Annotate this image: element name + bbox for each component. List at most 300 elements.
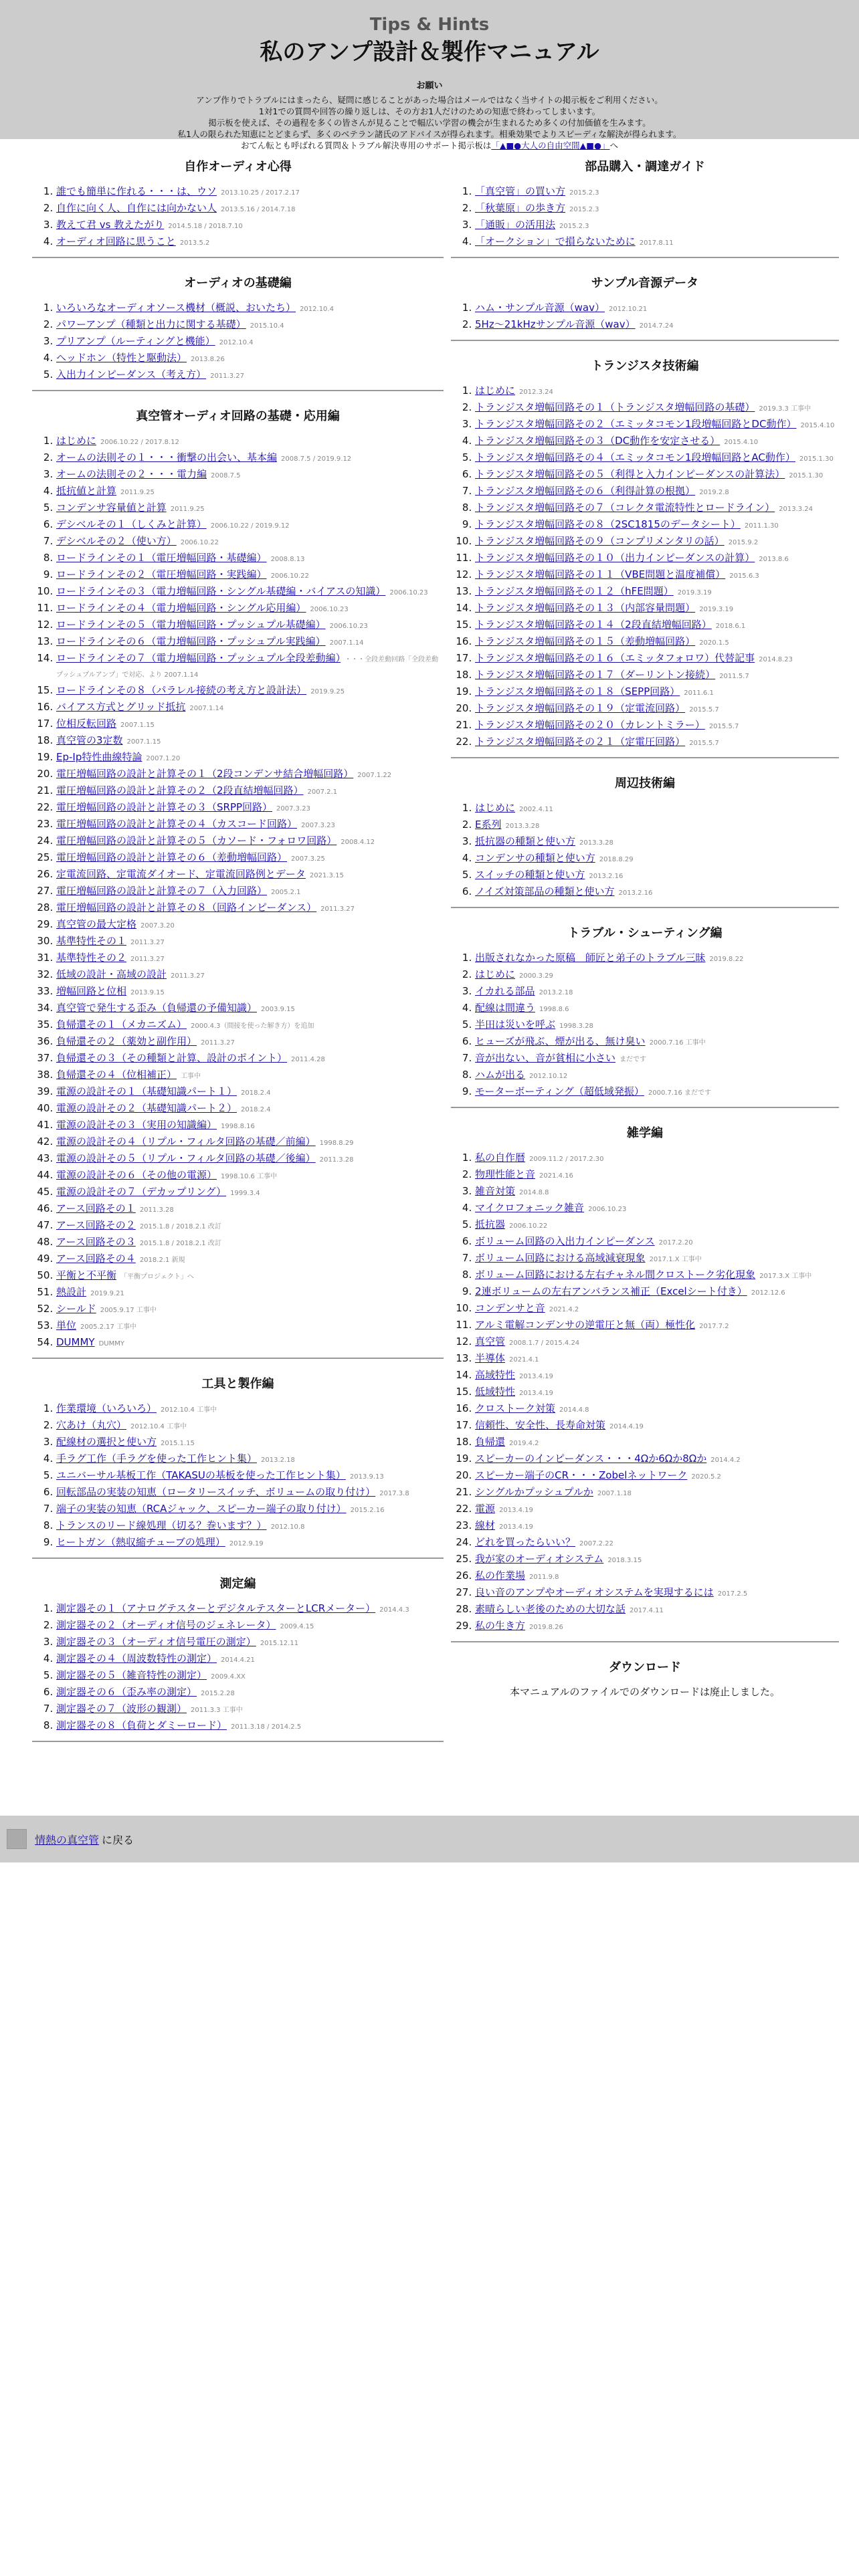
list-item [56,1618,444,1634]
list-item [56,1302,444,1317]
list-item [475,1352,839,1367]
list-item [475,1218,839,1233]
article-link[interactable]: スイッチの種類と使い方 [475,869,585,881]
article-date: 2012.3.24 [519,389,553,396]
article-date: 2003.9.15 [261,1006,295,1013]
article-link[interactable]: 電圧増幅回路の設計と計算その７（入力回路） [56,885,268,897]
article-link[interactable]: E系列 [475,819,502,831]
article-link[interactable]: トランジスタ増幅回路その４（エミッタコモン1段増幅回路とAC動作） [475,451,795,463]
article-date: 2012.9.19 [229,1540,264,1547]
article-date: 2011.3.27 [130,956,165,963]
article-link[interactable]: 線材 [475,1519,496,1531]
article-link[interactable]: ボリューム回路における高域減衰現象 [475,1252,646,1264]
list-item [475,318,839,333]
article-link[interactable]: ロードラインその１（電圧増幅回路・基礎編） [56,552,267,564]
article-date: 2017.8.11 [639,239,674,247]
section-divider [32,1358,444,1359]
article-date: 2014.7.24 [639,322,674,330]
article-link[interactable]: 私の生き方 [475,1620,526,1632]
article-link[interactable]: デシベルその２（使い方） [56,535,177,547]
list-item [475,1385,839,1400]
article-date: 2017.3.8 [379,1490,409,1497]
article-link[interactable]: 基準特性その１ [56,935,127,947]
article-date: 2007.3.25 [291,855,325,863]
list-item [56,683,444,699]
article-link[interactable]: 測定器その１（アナログテスターとデジタルテスターとLCRメーター） [56,1602,376,1614]
article-link[interactable]: 抵抗器 [475,1218,506,1230]
article-link[interactable]: 測定器その４（周波数特性の測定） [56,1652,217,1665]
article-link[interactable]: 電圧増幅回路の設計と計算その５（カソード・フォロワ回路） [56,835,337,847]
article-link[interactable]: トランジスタ増幅回路その２１（定電圧回路） [475,736,686,748]
article-link[interactable]: コンデンサの種類と使い方 [475,852,595,864]
article-link[interactable]: オームの法則その１・・・衝撃の出会い、基本編 [56,451,278,463]
article-link[interactable]: トランジスタ増幅回路その９（コンプリメンタリの話） [475,535,725,547]
list-item [56,635,444,650]
article-link[interactable]: 基準特性その２ [56,952,127,964]
article-link[interactable]: トランジスタ増幅回路その８（2SC1815のデータシート） [475,518,741,530]
article-link[interactable]: 電源の設計その４（リプル・フィルタ回路の基礎／前編） [56,1136,316,1148]
list-item [475,668,839,683]
article-link[interactable]: アルミ電解コンデンサの逆電圧と無（両）極性化 [475,1319,696,1331]
article-link[interactable]: 2連ボリュームの左右アンバランス補正（Excelシート付き） [475,1285,747,1297]
list-item [475,601,839,617]
article-link[interactable]: はじめに [475,968,516,980]
article-link[interactable]: 電源の設計その３（実用の知識編） [56,1119,217,1131]
article-link[interactable]: 信頼性、安全性、長寿命対策 [475,1419,606,1431]
article-link[interactable]: プリアンプ（ルーティングと機能） [56,335,215,347]
article-link[interactable]: 負帰還その４（位相補正） [56,1069,177,1081]
list-item [475,868,839,883]
article-link[interactable]: ヒートガン（熱収縮チューブの処理） [56,1536,225,1548]
article-date: 1998.10.6 工事中 [221,1173,278,1180]
list-item [56,784,444,799]
article-link[interactable]: 熱設計 [56,1286,87,1298]
article-date: 2015.2.28 [201,1690,235,1697]
article-link[interactable]: 負帰還 [475,1436,506,1448]
article-date: 2006.10.23 [389,589,428,597]
article-link[interactable]: 穴あけ（丸穴） [56,1419,127,1431]
article-date: 2008.8.13 [270,556,305,563]
article-link[interactable]: 平衡と不平衡 [56,1269,117,1281]
article-link[interactable]: 真空管の最大定格 [56,918,137,930]
article-link[interactable]: 電圧増幅回路の設計と計算その８（回路インピーダンス） [56,901,317,914]
article-date: 2002.4.11 [519,806,553,813]
article-date: 2019.4.2 [509,1440,539,1447]
article-link[interactable]: 測定器その７（波形の観測） [56,1703,187,1715]
article-link[interactable]: 教えて君 vs 教えたがり [56,219,165,231]
section [451,776,839,908]
article-date: 2011.3.27 [130,939,165,946]
article-date: 2007.1.20 [146,755,181,762]
article-link[interactable]: イカれる部品 [475,985,535,997]
section [32,1576,444,1742]
article-link[interactable]: 「真空管」の買い方 [475,185,566,197]
article-date: 2005.2.17 工事中 [80,1323,137,1331]
article-date: 2013.3.28 [505,823,540,830]
list-item [475,885,839,900]
article-link[interactable]: 手ラグ工作（手ラグを使った工作ヒント集） [56,1453,258,1465]
article-link[interactable]: 作業環境（いろいろ） [56,1402,157,1414]
article-link[interactable]: 「オークション」で損らないために [475,235,636,247]
article-date: 2006.10.23 [329,623,368,630]
article-date: 2014.4.19 [609,1423,644,1430]
article-date: 2019.3.3 工事中 [759,405,812,413]
article-date: 2012.12.6 [751,1289,785,1297]
article-link[interactable]: 定電流回路、定電流ダイオード、定電流回路例とデータ [56,868,306,880]
article-date: 2019.8.22 [709,956,744,963]
article-link[interactable]: 物理性能と音 [475,1168,536,1180]
article-link[interactable]: トランジスタ増幅回路その１４（2段直結増幅回路） [475,619,712,631]
article-link[interactable]: ヒューズが飛ぶ、煙が出る、無け臭い [475,1035,646,1047]
article-link[interactable]: ロードラインその２（電圧増幅回路・実践編） [56,568,267,580]
article-link[interactable]: 入出力インピーダンス（考え方） [56,368,207,381]
article-link[interactable]: アース回路その４ [56,1253,136,1265]
list-item [475,735,839,750]
list-item [56,318,444,333]
article-link[interactable]: 電圧増幅回路の設計と計算その１（2段コンデンサ結合増幅回路） [56,768,354,780]
article-date: 2013.4.19 [499,1523,533,1531]
list-item [56,185,444,200]
section-title: 測定編 [219,1577,256,1591]
article-date: 2017.3.X 工事中 [759,1273,812,1280]
list-item [475,1001,839,1016]
article-date: 2015.1.30 [789,472,824,479]
article-link[interactable]: 負帰還その２（薬効と副作用） [56,1035,197,1047]
article-link[interactable]: トランジスタ増幅回路その１７（ダーリントン接続） [475,669,716,681]
article-link[interactable]: 抵抗値と計算 [56,485,117,497]
article-link[interactable]: ノイズ対策部品の種類と使い方 [475,885,615,897]
article-link[interactable]: 負帰還その１（メカニズム） [56,1018,187,1031]
list-item [475,984,839,1000]
article-link[interactable]: ボリューム回路の入出力インピーダンス [475,1235,655,1247]
article-date: 2009.4.15 [280,1623,314,1630]
article-date: 2013.5.16 / 2014.7.18 [221,206,296,213]
article-link[interactable]: トランジスタ増幅回路その１１（VBE問題と温度補償） [475,568,726,580]
article-link[interactable]: バイアス方式とグリッド抵抗 [56,701,186,713]
article-link[interactable]: ロードラインその７（電力増幅回路・プッシュプル全段差動編） [56,652,341,664]
list-item [56,717,444,732]
article-link[interactable]: 高域特性 [475,1369,516,1381]
article-link[interactable]: 測定器その２（オーディオ信号のジェネレータ） [56,1619,276,1631]
article-link[interactable]: ロードラインその５（電力増幅回路・プッシュプル基礎編） [56,619,326,631]
article-link[interactable]: アース回路その１ [56,1202,136,1214]
list-item [475,1469,839,1484]
article-link[interactable]: ボリューム回路における左右チャネル間クロストーク劣化現象 [475,1269,756,1281]
article-link[interactable]: スピーカーのインピーダンス・・・4Ωか6Ωか8Ωか [475,1453,707,1465]
article-link[interactable]: トランジスタ増幅回路その３（DC動作を安定させる） [475,435,721,447]
article-date: 2012.10.4 工事中 [130,1423,187,1430]
section-title: 自作オーディオ心得 [184,160,292,174]
list-item [475,1168,839,1183]
article-link[interactable]: マイクロフォニック雑音 [475,1202,585,1214]
article-link[interactable]: 自作に向く人、自作には向かない人 [56,202,217,214]
article-date: 2013.9.13 [349,1473,384,1481]
article-link[interactable]: はじめに [475,802,516,814]
article-date: 2013.10.25 / 2017.2.17 [221,189,300,197]
list-item [475,618,839,633]
list-item [56,368,444,383]
article-link[interactable]: 回転部品の実装の知恵（ロータリースイッチ、ボリュームの取り付け） [56,1486,376,1498]
article-link[interactable]: 電源の設計その５（リプル・フィルタ回路の基礎／後編） [56,1152,316,1164]
list-item [475,401,839,416]
article-link[interactable]: はじめに [56,435,97,447]
article-link[interactable]: アース回路その３ [56,1236,136,1248]
article-list [451,384,839,750]
article-date: 2013.4.19 [499,1507,533,1514]
article-list [451,301,839,333]
article-link[interactable]: 電源 [475,1503,496,1515]
article-link[interactable]: 配線は間違う [475,1002,536,1014]
article-link[interactable]: 誰でも簡単に作れる・・・は、ウソ [56,185,217,197]
article-date: 2019.2.8 [699,489,729,496]
article-date: 1999.3.4 [230,1190,260,1197]
list-item [475,185,839,200]
article-link[interactable]: コンデンサ容量値と計算 [56,502,167,514]
article-date: 2013.3.28 [579,839,613,847]
article-link[interactable]: ハム・サンプル音源（wav） [475,302,605,314]
list-item [475,1519,839,1534]
list-item [56,1168,444,1184]
article-list [32,1602,444,1734]
article-date: 2011.4.28 [291,1056,325,1063]
article-link[interactable]: 半田は災いを呼ぶ [475,1018,556,1031]
list-item [56,934,444,950]
list-item [56,984,444,1000]
article-link[interactable]: DUMMY [56,1336,95,1348]
list-item [475,1502,839,1517]
section-title: トランジスタ技術編 [591,359,699,373]
list-item [56,467,444,483]
article-link[interactable]: 配線材の選択と使い方 [56,1436,157,1448]
article-link[interactable]: トランジスタ増幅回路その５（利得と入力インピーダンスの計算法） [475,468,785,480]
list-item [475,851,839,867]
section-title: 部品購入・調達ガイド [585,160,705,174]
article-date: ・・・全段差動回路「全段差動プッシュプルアンプ」で対応、より 2007.1.14 [56,656,439,679]
article-link[interactable]: オーディオ回路に思うこと [56,235,176,247]
article-link[interactable]: 低域特性 [475,1386,516,1398]
article-link[interactable]: トランジスタ増幅回路その１６（エミッタフォロワ）代替記事 [475,652,755,664]
article-date: 2020.1.5 [699,639,729,647]
article-link[interactable]: ヘッドホン（特性と駆動法） [56,352,187,364]
list-item [475,518,839,533]
article-link[interactable]: 私の作業場 [475,1570,526,1582]
article-link[interactable]: 電圧増幅回路の設計と計算その２（2段直結増幅回路） [56,784,304,796]
article-date: 2015.4.10 [724,439,759,446]
list-item [475,1586,839,1601]
section-divider [32,390,444,391]
article-link[interactable]: 増幅回路と位相 [56,985,127,997]
article-link[interactable]: ロードラインその６（電力増幅回路・プッシュプル実践編） [56,635,326,647]
list-item [56,1719,444,1734]
article-link[interactable]: コンデンサと音 [475,1302,545,1314]
support-board-link[interactable]: 「▲■●大人の自由空間▲■●」 [491,140,610,150]
list-item [475,1552,839,1568]
section-divider [451,340,839,341]
list-item [475,1051,839,1067]
article-date: 2012.10.21 [609,306,648,313]
article-link[interactable]: 電圧増幅回路の設計と計算その４（カスコード回路） [56,818,298,830]
section-divider [451,757,839,758]
article-link[interactable]: トランジスタ増幅回路その６（利得計算の根拠） [475,485,696,497]
article-link[interactable]: 出版されなかった原稿 師匠と弟子のトラブル三昧 [475,952,706,964]
article-date: 2008.7.5 / 2019.9.12 [281,455,352,463]
list-item [56,1535,444,1551]
article-date: 2014.4.3 [379,1606,409,1614]
home-icon[interactable] [7,1829,27,1849]
article-link[interactable]: 位相反転回路 [56,718,117,730]
article-link[interactable]: アース回路その２ [56,1219,136,1231]
list-item [475,1301,839,1317]
notice-title: お願い [416,81,443,91]
article-link[interactable]: トランジスタ増幅回路その７（コレクタ電流特性とロードライン） [475,502,775,514]
article-date: 2011.9.25 [170,506,205,513]
article-link[interactable]: トランジスタ増幅回路その１２（hFE問題） [475,585,674,597]
list-item [56,1602,444,1617]
article-date: 2000.7.16 まだです [648,1089,711,1097]
article-link[interactable]: オームの法則その２・・・電力編 [56,468,207,480]
article-link[interactable]: 電圧増幅回路の設計と計算その６（差動増幅回路） [56,851,288,863]
list-item [56,1319,444,1334]
article-link[interactable]: 測定器その８（負荷とダミーロード） [56,1719,227,1731]
article-date: 2020.5.2 [691,1473,721,1481]
article-link[interactable]: シールド [56,1303,96,1315]
article-link[interactable]: デシベルその１（しくみと計算） [56,518,207,530]
article-link[interactable]: いろいろなオーディオソース機材（概説、おいたち） [56,302,296,314]
list-item [56,484,444,500]
article-link[interactable]: トランジスタ増幅回路その１（トランジスタ増幅回路の基礎） [475,401,755,413]
article-link[interactable]: 測定器その３（オーディオ信号電圧の測定） [56,1636,256,1648]
article-link[interactable]: スピーカー端子のCR・・・Zobelネットワーク [475,1469,688,1481]
list-item [56,1185,444,1200]
article-link[interactable]: 真空管 [475,1335,506,1348]
article-link[interactable]: モーターボーティング（超低域発振） [475,1085,644,1097]
article-link[interactable]: 負帰還その３（その種類と計算、設計のポイント） [56,1052,288,1064]
article-link[interactable]: シングルかプッシュプルか [475,1486,593,1498]
list-item [56,334,444,350]
list-item [475,1485,839,1501]
list-item [475,534,839,550]
article-link[interactable]: トランジスタ増幅回路その１３（内部容量問題） [475,602,696,614]
article-link[interactable]: 測定器その６（歪み率の測定） [56,1686,197,1698]
list-item [56,434,444,449]
article-link[interactable]: 素晴らしい老後のための大切な話 [475,1603,626,1615]
section-title: トラブル・シューティング編 [567,926,723,940]
article-link[interactable]: 半導体 [475,1352,506,1364]
article-date: 2017.2.20 [658,1239,693,1247]
article-link[interactable]: 我が家のオーディオシステム [475,1553,604,1565]
article-date: 2012.10.4 工事中 [161,1406,217,1414]
section-title: サンプル音源データ [591,276,699,290]
article-link[interactable]: Ep-Ip特性曲線特論 [56,751,142,763]
article-date: 2008.7.5 [211,472,241,479]
article-date: 2013.8.26 [191,356,225,363]
article-link[interactable]: 電圧増幅回路の設計と計算その３（SRPP回路） [56,801,273,813]
article-link[interactable]: はじめに [475,385,516,397]
article-link[interactable]: ロードラインその３（電力増幅回路・シングル基礎編・バイアスの知識） [56,585,386,597]
article-link[interactable]: トランスのリード線処理（切る？巻います？） [56,1519,267,1531]
article-date: 1998.8.16 [221,1123,255,1130]
section-title: 工具と製作編 [201,1377,274,1391]
article-link[interactable]: 低域の設計・高域の設計 [56,968,167,980]
article-link[interactable]: クロストーク対策 [475,1402,556,1414]
list-item [56,851,444,866]
article-link[interactable]: トランジスタ増幅回路その２（エミッタコモン1段増幅回路とDC動作） [475,418,797,430]
back-link[interactable]: 情熱の真空管 [35,1833,100,1846]
list-item [56,767,444,782]
article-link[interactable]: ロードラインその４（電力増幅回路・シングル応用編） [56,602,306,614]
article-link[interactable]: 単位 [56,1319,77,1331]
list-item [56,1051,444,1067]
article-date: 2013.4.19 [519,1373,553,1380]
article-link[interactable]: 「秋葉原」の歩き方 [475,202,566,214]
article-link[interactable]: 電源の設計その７（デカップリング） [56,1186,227,1198]
article-date: 2007.2.22 [579,1540,613,1547]
list-item [56,1101,444,1117]
article-link[interactable]: 電源の設計その１（基礎知識パート１） [56,1085,237,1097]
article-link[interactable]: 音が出ない、音が貧相に小さい [475,1052,616,1064]
list-item [56,1085,444,1100]
article-link[interactable]: 測定器その５（雑音特性の測定） [56,1669,207,1681]
article-link[interactable]: ハムが出る [475,1069,526,1081]
article-date: 2012.10.8 [270,1523,305,1531]
article-date: 2019.3.19 [699,606,734,613]
list-item [56,884,444,899]
article-link[interactable]: トランジスタ増幅回路その１５（差動増幅回路） [475,635,696,647]
article-link[interactable]: 電源の設計その６（その他の電源） [56,1169,217,1181]
article-link[interactable]: 雑音対策 [475,1185,516,1197]
list-item [56,1652,444,1667]
article-link[interactable]: トランジスタ増幅回路その１９（定電流回路） [475,702,686,714]
list-item [56,1018,444,1033]
article-link[interactable]: 端子の実装の知恵（RCAジャック、スピーカー端子の取り付け） [56,1503,347,1515]
list-item [56,1202,444,1217]
section-divider [32,1741,444,1742]
article-link[interactable]: 「通販」の活用法 [475,219,556,231]
list-item [56,1335,444,1351]
list-item [56,1068,444,1083]
article-link[interactable]: 良い音のアンプやオーディオシステムを実現するには [475,1586,714,1598]
article-link[interactable]: トランジスタ増幅回路その１０（出力インピーダンスの計算） [475,552,755,564]
list-item [56,968,444,983]
article-link[interactable]: 私の自作暦 [475,1152,526,1164]
article-link[interactable]: 5Hz～21kHzサンプル音源（wav） [475,318,636,330]
download-title: ダウンロード [609,1660,681,1675]
list-item [56,651,444,682]
list-item [475,1251,839,1267]
article-date: 2007.3.23 [276,805,310,813]
right-column [451,159,839,1717]
article-link[interactable]: パワーアンプ（種類と出力に関する基礎） [56,318,246,330]
article-date: 2021.3.15 [309,872,344,879]
article-date: 2015.2.3 [569,206,599,213]
notice-line: 私1人の限られた知恵にとどまらず、多くのベテラン諸氏のアドバイスが得られます。相乗効果でよりスピーディな解決が得られます。 [177,129,682,139]
article-link[interactable]: 真空管で発生する歪み（負帰還の予備知識） [56,1002,258,1014]
article-link[interactable]: どれを買ったらいい？ [475,1536,576,1548]
article-link[interactable]: ロードラインその８（パラレル接続の考え方と設計法） [56,684,307,696]
article-link[interactable]: トランジスタ増幅回路その１８（SEPP回路） [475,685,680,697]
list-item [56,218,444,233]
article-link[interactable]: 真空管の3定数 [56,734,123,746]
article-date: 2013.2.18 [261,1457,295,1464]
article-link[interactable]: ユニバーサル基板工作（TAKASUの基板を使った工作ヒント集） [56,1469,346,1481]
article-link[interactable]: 電源の設計その２（基礎知識パート２） [56,1102,237,1114]
article-link[interactable]: トランジスタ増幅回路その２０（カレントミラー） [475,719,705,731]
article-date: 2006.10.22 [270,572,309,580]
download-text: 本マニュアルのファイルでのダウンロードは廃止しました。 [509,1686,781,1698]
list-item [475,1184,839,1200]
article-link[interactable]: 抵抗器の種類と使い方 [475,835,576,847]
list-item [475,1368,839,1384]
